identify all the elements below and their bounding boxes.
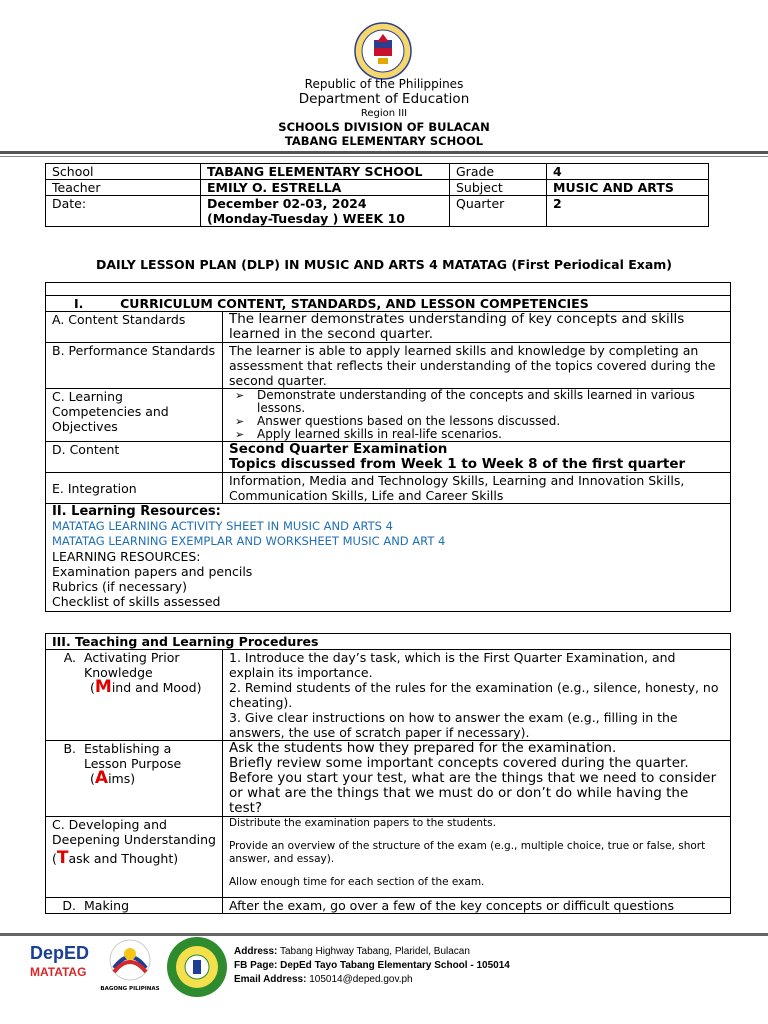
- procedures-table: [45, 633, 731, 914]
- date-value-line1: December 02-03, 2024: [207, 196, 367, 211]
- list-item: 3. Give clear instructions on how to answer the exam (e.g., filling in the answers, the use of scratch paper if necessary).: [229, 710, 678, 740]
- bagong-text: BAGONG PILIPINAS: [100, 986, 160, 992]
- date-label: Date:: [46, 196, 201, 227]
- school-value: TABANG ELEMENTARY SCHOOL: [201, 164, 450, 180]
- subject-value: MUSIC AND ARTS: [547, 180, 709, 196]
- teacher-label: Teacher: [46, 180, 201, 196]
- header-divider: [0, 151, 768, 154]
- competencies-list: [229, 389, 724, 441]
- header-region: Region III: [360, 108, 408, 119]
- school-label: School: [46, 164, 201, 180]
- list-item: Examination papers and pencils: [52, 564, 253, 579]
- activating-label-cell: [46, 650, 223, 741]
- table-spacer-row: [46, 283, 731, 296]
- address-value: Tabang Highway Tabang, Plaridel, Bulacan: [279, 946, 470, 957]
- resources-label: LEARNING RESOURCES:: [52, 549, 201, 564]
- address-label: Address:: [234, 946, 278, 957]
- content-standards-text: The learner demonstrates understanding of key concepts and skills learned in the second quarter.: [223, 312, 731, 343]
- content-cell: [223, 442, 731, 473]
- matatag-logo-text: MATATAG: [30, 965, 87, 979]
- section-1-heading: [46, 296, 731, 312]
- section-2-title: Learning Resources:: [71, 504, 221, 519]
- footer-divider: [0, 933, 768, 936]
- developing-text-1: Distribute the examination papers to the students.: [229, 817, 496, 829]
- deped-seal-logo: [354, 22, 412, 80]
- activating-text: Activating Prior Knowledge: [84, 650, 180, 680]
- quarter-label: Quarter: [450, 196, 547, 227]
- list-item: ➢ Apply learned skills in real-life scenarios.: [249, 428, 724, 441]
- dlp-title: DAILY LESSON PLAN (DLP) IN MUSIC AND ARTS 4 MATATAG (First Periodical Exam): [95, 257, 673, 272]
- list-item: Rubrics (if necessary): [52, 579, 187, 594]
- curriculum-table: [45, 282, 731, 612]
- making-letter: D.: [62, 898, 76, 913]
- content-line2: Topics discussed from Week 1 to Week 8 of the first quarter: [229, 456, 686, 472]
- header-division: SCHOOLS DIVISION OF BULACAN: [278, 120, 490, 134]
- list-item: Checklist of skills assessed: [52, 594, 221, 609]
- list-item: ➢ Demonstrate understanding of the concepts and skills learned in various lessons.: [249, 389, 724, 415]
- bagong-pilipinas-icon: [100, 938, 160, 982]
- developing-content: [223, 817, 731, 898]
- content-line1: Second Quarter Examination: [229, 441, 448, 457]
- activating-letter: A.: [63, 650, 76, 665]
- mind-big-letter: M: [94, 677, 112, 697]
- header-republic: Republic of the Philippines: [304, 77, 464, 91]
- making-label: [52, 898, 216, 913]
- deped-matatag-logo: [30, 943, 96, 989]
- list-item: ➢ Answer questions based on the lessons discussed.: [249, 415, 724, 428]
- aims: (Aims): [90, 768, 136, 788]
- school-info-table: [45, 163, 709, 227]
- header-school: TABANG ELEMENTARY SCHOOL: [284, 134, 484, 148]
- school-seal-logo: [166, 936, 228, 998]
- quarter-value: 2: [547, 196, 709, 227]
- establishing-text-1: Ask the students how they prepared for the examination.: [229, 740, 617, 756]
- developing-text-2: Provide an overview of the structure of the exam (e.g., multiple choice, true or false, short answer, and essay).: [229, 840, 706, 865]
- footer-contact: [234, 945, 510, 987]
- header-divider-thin: [0, 156, 768, 157]
- email-value[interactable]: 105014@deped.gov.ph: [309, 974, 413, 985]
- list-item: 2. Remind students of the rules for the examination (e.g., silence, honesty, no cheating).: [229, 680, 719, 710]
- establishing-text-2: Briefly review some important concepts covered during the quarter.: [229, 755, 689, 771]
- date-value: [201, 196, 450, 227]
- performance-standards-text: The learner is able to apply learned skills and knowledge by completing an assessment that reflects their understanding of the topics covered during the second quarter.: [223, 343, 731, 389]
- establishing-content: [223, 741, 731, 817]
- section-1-number: I.: [74, 296, 84, 311]
- resource-link-2[interactable]: MATATAG LEARNING EXEMPLAR AND WORKSHEET MUSIC AND ART 4: [52, 534, 446, 548]
- integration-text: Information, Media and Technology Skills, Learning and Innovation Skills, Communication Skills, Life and Career Skills: [223, 473, 731, 504]
- date-value-line2: (Monday-Tuesday ) WEEK 10: [207, 211, 405, 226]
- developing-text-3: Allow enough time for each section of the exam.: [229, 876, 485, 888]
- establishing-label-cell: [46, 741, 223, 817]
- fb-value[interactable]: DepEd Tayo Tabang Elementary School - 105014: [280, 960, 510, 971]
- integration-label: E. Integration: [46, 473, 223, 504]
- teacher-value: EMILY O. ESTRELLA: [201, 180, 450, 196]
- activating-steps: [223, 650, 731, 741]
- content-standards-label: A. Content Standards: [46, 312, 223, 343]
- header-department: Department of Education: [298, 91, 470, 107]
- footer-email: [234, 973, 510, 987]
- task-and-thought: (Task and Thought): [52, 848, 179, 868]
- establishing-label: [52, 741, 216, 771]
- task-rest: ask and Thought): [68, 851, 179, 866]
- making-label-cell: [46, 898, 223, 914]
- section-2-number: II.: [52, 504, 67, 519]
- performance-standards-label: B. Performance Standards: [46, 343, 223, 389]
- list-item: 1. Introduce the day’s task, which is the First Quarter Examination, and explain its importance.: [229, 650, 676, 680]
- footer-address: [234, 945, 510, 959]
- learning-resources-cell: [46, 504, 731, 612]
- developing-label-cell: [46, 817, 223, 898]
- developing-label: C. Developing and Deepening Understanding: [52, 817, 216, 847]
- resource-link-1[interactable]: MATATAG LEARNING ACTIVITY SHEET IN MUSIC AND ARTS 4: [52, 519, 393, 533]
- section-3-heading: III. Teaching and Learning Procedures: [46, 634, 731, 650]
- grade-value: 4: [547, 164, 709, 180]
- content-label: D. Content: [46, 442, 223, 473]
- making-content: After the exam, go over a few of the key concepts or difficult questions: [223, 898, 731, 914]
- competencies-cell: [223, 389, 731, 442]
- aims-big-letter: A: [94, 768, 109, 788]
- mind-rest: ind and Mood): [111, 680, 202, 695]
- task-big-letter: T: [56, 848, 69, 868]
- footer-fb: [234, 959, 510, 973]
- activating-label: [52, 650, 216, 680]
- subject-label: Subject: [450, 180, 547, 196]
- aims-rest: ims): [108, 771, 136, 786]
- mind-and-mood: (Mind and Mood): [90, 677, 202, 697]
- making-text: Making: [84, 898, 130, 913]
- establishing-letter: B.: [63, 741, 76, 756]
- fb-label: FB Page:: [234, 960, 278, 971]
- section-2-heading: [52, 504, 724, 519]
- email-label: Email Address:: [234, 974, 307, 985]
- grade-label: Grade: [450, 164, 547, 180]
- establishing-text-3: Before you start your test, what are the things that we need to consider or what are the things that we must do or don’t do while having the test?: [229, 770, 717, 816]
- section-1-title: CURRICULUM CONTENT, STANDARDS, AND LESSON COMPETENCIES: [120, 296, 589, 311]
- competencies-label: C. Learning Competencies and Objectives: [46, 389, 223, 442]
- bagong-pilipinas-logo: [100, 938, 160, 994]
- establishing-text: Establishing a Lesson Purpose: [84, 741, 182, 771]
- deped-logo-text: DepED: [30, 943, 90, 963]
